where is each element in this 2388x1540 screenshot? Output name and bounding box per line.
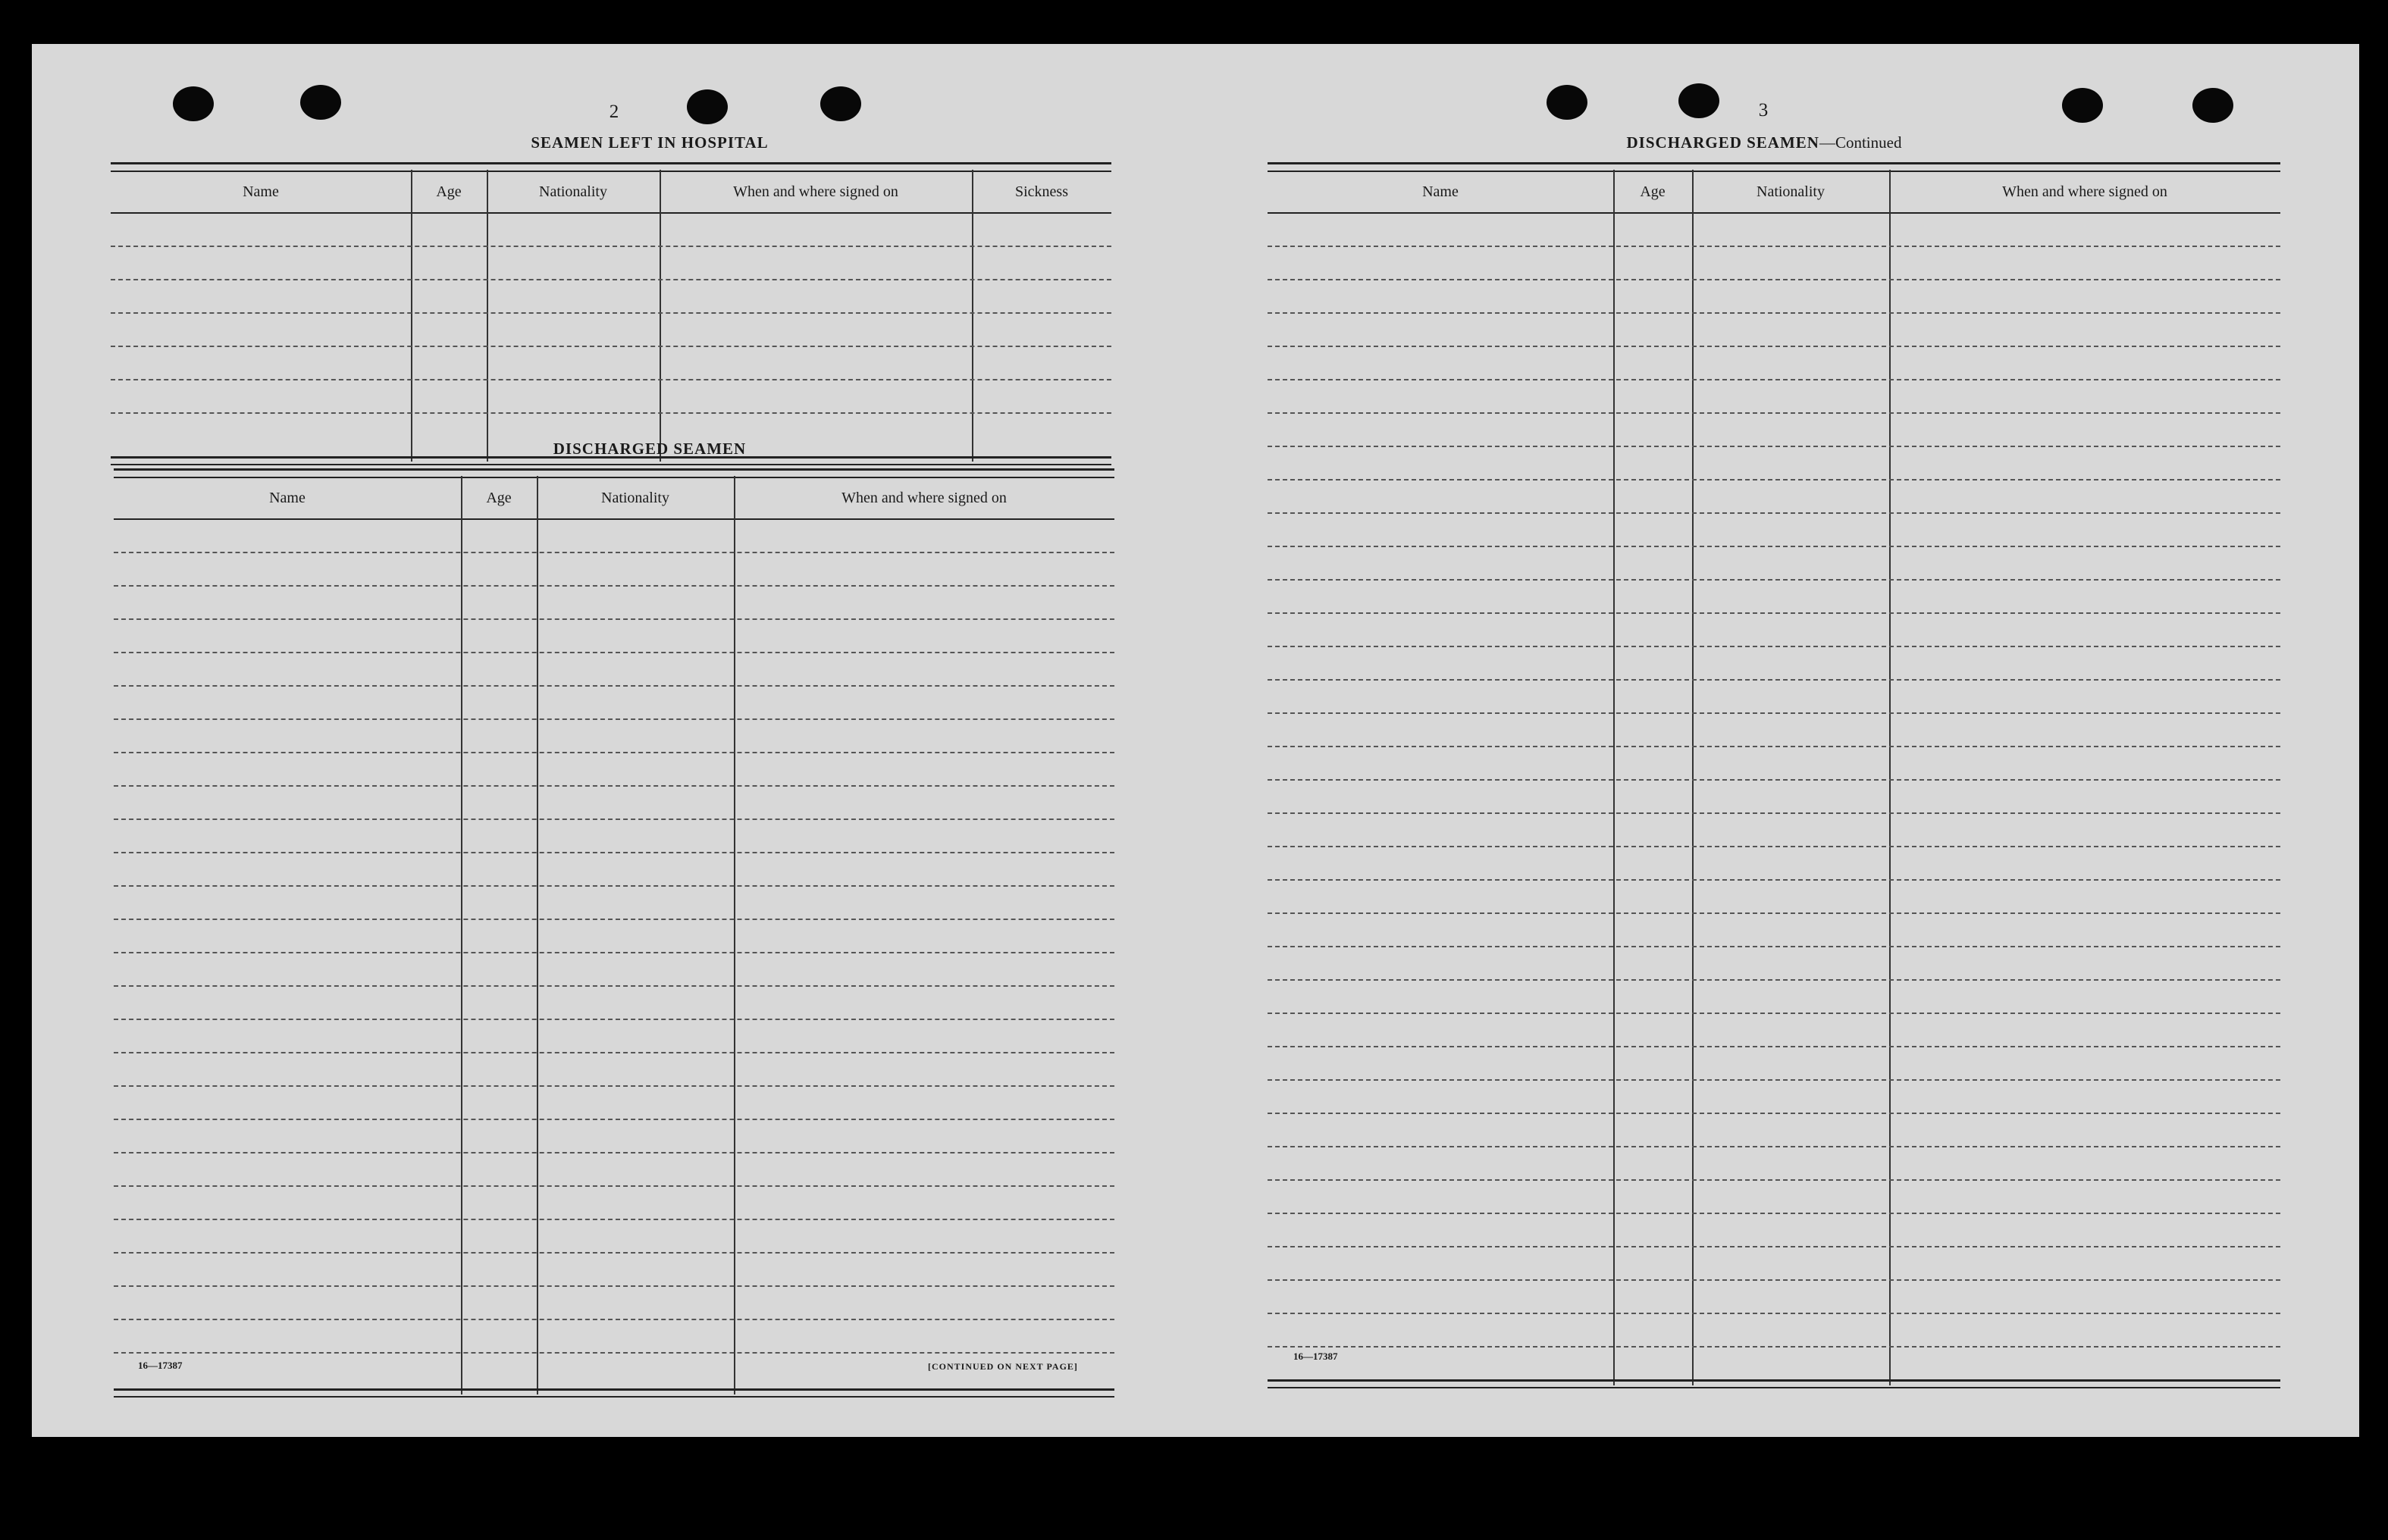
discharged-table-right [1268,162,2280,1393]
col-header-age: Age [436,183,462,200]
header-rule [114,518,1114,520]
entry-line [1268,979,2280,981]
entry-line [1268,312,2280,314]
column-divider [487,170,488,462]
entry-line [114,819,1114,820]
page-number-left: 2 [609,102,619,122]
punch-hole [687,89,728,124]
entry-line [114,685,1114,687]
column-divider [1889,170,1891,1385]
column-divider [537,476,538,1394]
column-divider [461,476,462,1394]
punch-hole [300,85,341,120]
entry-line [1268,512,2280,514]
entry-line [111,412,1111,414]
punch-hole [1678,83,1719,118]
entry-line [1268,1113,2280,1114]
entry-line [114,885,1114,887]
table-top-rule [114,468,1114,478]
table-bottom-rule [114,1388,1114,1398]
entry-line [111,312,1111,314]
entry-line [114,752,1114,753]
entry-line [1268,1179,2280,1181]
entry-line [1268,812,2280,814]
entry-line [114,1019,1114,1020]
entry-line [1268,879,2280,881]
col-header-age: Age [1640,183,1666,200]
entry-line [1268,1346,2280,1348]
entry-line [1268,912,2280,914]
table-bottom-rule [1268,1379,2280,1388]
header-rule [111,212,1111,214]
col-header-nationality: Nationality [601,490,669,506]
discharged-continued-title [1540,133,1988,152]
entry-line [114,1052,1114,1053]
entry-line [114,552,1114,553]
col-header-signed-on: When and where signed on [733,183,898,200]
form-sheet [32,44,2359,1437]
col-header-name: Name [269,490,306,506]
entry-line [1268,612,2280,614]
entry-line [114,1219,1114,1220]
entry-line [114,585,1114,587]
column-divider [411,170,412,462]
entry-line [114,952,1114,953]
title-suffix: —Continued [1819,133,1902,152]
table-top-rule [111,162,1111,172]
entry-line [1268,1279,2280,1281]
entry-line [111,279,1111,280]
col-header-age: Age [486,490,512,506]
punch-hole [2062,88,2103,123]
col-header-name: Name [243,183,279,200]
punch-hole [2192,88,2233,123]
entry-line [1268,446,2280,447]
entry-line [114,1252,1114,1254]
column-divider [734,476,735,1394]
table-top-rule [1268,162,2280,172]
entry-line [111,379,1111,380]
column-divider [1692,170,1694,1385]
discharged-table-left [114,468,1114,1399]
col-header-signed-on: When and where signed on [841,490,1007,506]
entry-line [1268,1246,2280,1247]
entry-line [1268,712,2280,714]
entry-line [114,1119,1114,1120]
entry-line [114,1152,1114,1153]
col-header-nationality: Nationality [539,183,607,200]
entry-line [1268,479,2280,480]
entry-line [114,718,1114,720]
entry-line [1268,1146,2280,1147]
punch-hole [820,86,861,121]
discharged-section-title: DISCHARGED SEAMEN [553,440,747,458]
hospital-table [111,162,1111,465]
title-main: DISCHARGED SEAMEN [1626,133,1819,152]
entry-line [114,652,1114,653]
entry-line [1268,1013,2280,1014]
entry-line [111,346,1111,347]
entry-line [114,785,1114,787]
entry-line [1268,346,2280,347]
entry-line [1268,946,2280,947]
entry-line [1268,246,2280,247]
entry-line [114,1285,1114,1287]
col-header-sickness: Sickness [1015,183,1068,200]
column-divider [660,170,661,462]
entry-line [114,919,1114,920]
entry-line [1268,746,2280,747]
punch-hole [1547,85,1587,120]
hospital-section-title: SEAMEN LEFT IN HOSPITAL [531,133,769,152]
col-header-name: Name [1422,183,1459,200]
entry-line [1268,1079,2280,1081]
column-divider [972,170,973,462]
continued-note: [CONTINUED ON NEXT PAGE] [928,1361,1078,1372]
entry-line [1268,679,2280,681]
col-header-signed-on: When and where signed on [2002,183,2167,200]
entry-line [1268,1313,2280,1314]
entry-line [1268,412,2280,414]
entry-line [111,246,1111,247]
entry-line [114,1319,1114,1320]
entry-line [1268,779,2280,781]
form-number-right: 16—17387 [1293,1351,1338,1362]
entry-line [1268,279,2280,280]
entry-line [114,1185,1114,1187]
col-header-nationality: Nationality [1757,183,1825,200]
header-rule [1268,212,2280,214]
entry-line [114,618,1114,620]
entry-line [114,1085,1114,1087]
column-divider [1613,170,1615,1385]
entry-line [1268,379,2280,380]
page-number-right: 3 [1758,100,1769,121]
entry-line [1268,646,2280,647]
entry-line [114,852,1114,853]
entry-line [1268,546,2280,547]
punch-hole [173,86,214,121]
entry-line [1268,1046,2280,1047]
entry-line [114,985,1114,987]
form-number-left: 16—17387 [138,1360,183,1371]
entry-line [1268,1213,2280,1214]
entry-line [114,1352,1114,1354]
entry-line [1268,846,2280,847]
entry-line [1268,579,2280,581]
